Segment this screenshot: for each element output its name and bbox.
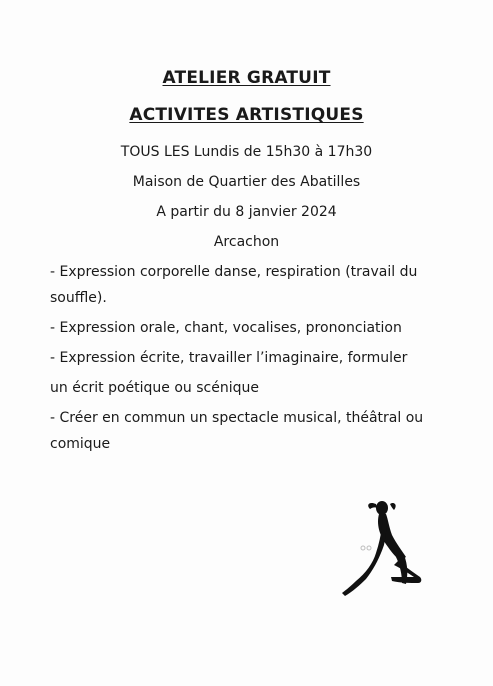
city-text: Arcachon	[213, 234, 280, 250]
activity-1-line-2: souffle).	[50, 290, 107, 306]
title-line-2: ACTIVITES ARTISTIQUES	[129, 105, 364, 125]
activity-1-line-1: - Expression corporelle danse, respiration (travail du	[50, 264, 418, 280]
activity-4-line-2: comique	[50, 436, 111, 452]
activity-2-line-1: - Expression orale, chant, vocalises, prononciation	[50, 320, 402, 336]
start-date-text: A partir du 8 janvier 2024	[156, 204, 337, 220]
activity-3-line-1: - Expression écrite, travailler l’imaginaire, formuler	[50, 350, 408, 366]
title-line-1: ATELIER GRATUIT	[162, 68, 331, 88]
activity-4-line-1: - Créer en commun un spectacle musical, théâtral ou	[50, 410, 424, 426]
dancer-silhouette-icon	[336, 495, 426, 605]
schedule-text: TOUS LES Lundis de 15h30 à 17h30	[120, 144, 373, 160]
venue-text: Maison de Quartier des Abatilles	[132, 174, 361, 190]
activity-3-line-2: un écrit poétique ou scénique	[50, 380, 259, 396]
